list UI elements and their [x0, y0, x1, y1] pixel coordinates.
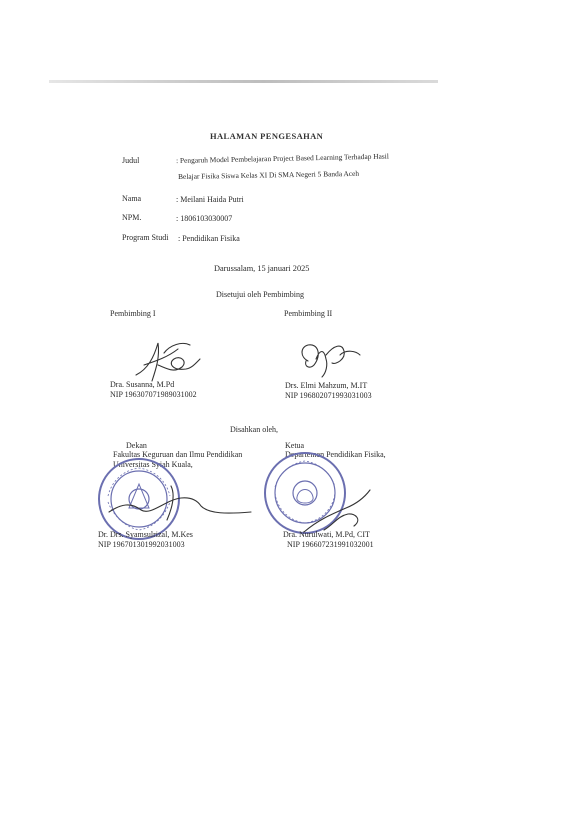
- prodi-label: Program Studi: [122, 233, 169, 242]
- nama-value: : Meilani Haida Putri: [176, 195, 244, 204]
- dean-unit-line2: Universitas Syiah Kuala,: [113, 460, 193, 469]
- nama-label: Nama: [122, 194, 142, 203]
- judul-value-line2: Belajar Fisika Siswa Kelas XI Di SMA Negeri 5 Banda Aceh: [178, 168, 360, 181]
- npm-label: NPM.: [122, 213, 142, 222]
- ratified-by: Disahkan oleh,: [230, 425, 278, 434]
- head-name: Dra. Nurulwati, M.Pd, CIT: [283, 530, 370, 539]
- advisor1-nip: NIP 196307071989031002: [110, 390, 197, 399]
- document-page: [49, 80, 438, 660]
- advisor2-role: Pembimbing II: [284, 309, 333, 318]
- judul-value-line1: : Pengaruh Model Pembelajaran Project Based Learning Terhadap Hasil: [176, 151, 389, 165]
- judul-label: Judul: [122, 156, 140, 165]
- page-title: HALAMAN PENGESAHAN: [210, 131, 324, 141]
- npm-value: : 1806103030007: [176, 214, 233, 223]
- advisor2-nip: NIP 196802071993031003: [285, 391, 372, 400]
- advisor1-role: Pembimbing I: [110, 309, 156, 318]
- dean-title: Dekan: [126, 441, 147, 450]
- place-date: Darussalam, 15 januari 2025: [214, 264, 310, 273]
- dean-name: Dr. Drs. Syamsulrizal, M.Kes: [98, 530, 193, 539]
- approved-by: Disetujui oleh Pembimbing: [216, 290, 304, 299]
- page-top-edge: [49, 80, 438, 83]
- dean-unit-line1: Fakultas Keguruan dan Ilmu Pendidikan: [113, 450, 243, 459]
- advisor1-name: Dra. Susanna, M.Pd: [110, 380, 175, 389]
- dean-signature: [101, 480, 261, 535]
- head-title: Ketua: [285, 441, 305, 450]
- prodi-value: : Pendidikan Fisika: [178, 234, 240, 243]
- head-nip: NIP 196607231991032001: [287, 540, 374, 549]
- dean-nip: NIP 196701301992031003: [98, 540, 185, 549]
- head-unit-line1: Departemen Pendidikan Fisika,: [285, 450, 386, 459]
- advisor2-name: Drs. Elmi Mahzum, M.IT: [285, 381, 368, 390]
